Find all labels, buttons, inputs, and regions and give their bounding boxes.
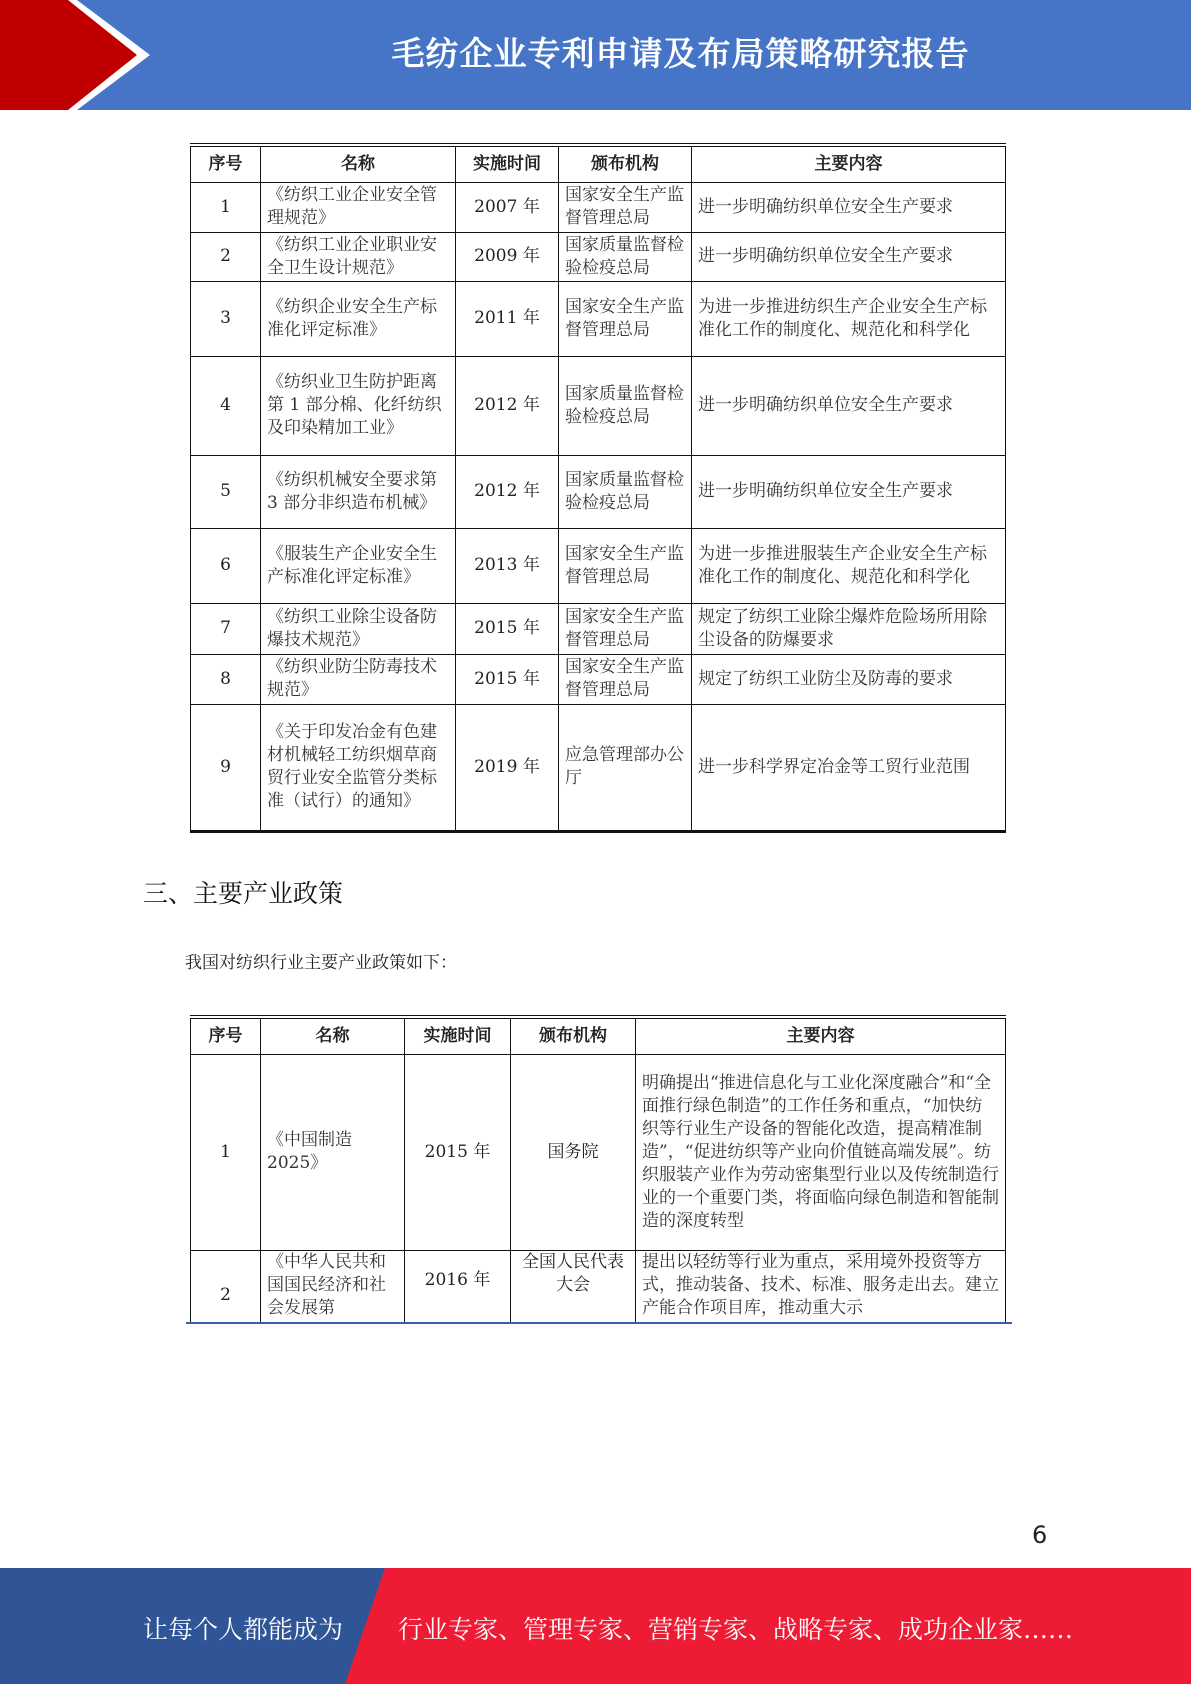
cell: 《中国制造 2025》 — [261, 1054, 405, 1250]
cell: 5 — [191, 455, 261, 528]
safety-standards-table — [190, 143, 1006, 833]
cell: 2009 年 — [456, 232, 559, 281]
red-arrow-decoration — [0, 0, 160, 110]
table-row — [191, 1054, 1006, 1250]
col-header: 名称 — [261, 145, 456, 182]
cell: 国家安全生产监督管理总局 — [559, 654, 692, 704]
cell: 2007 年 — [456, 182, 559, 232]
cell: 1 — [191, 182, 261, 232]
cell: 国家安全生产监督管理总局 — [559, 281, 692, 356]
cell: 国家质量监督检验检疫总局 — [559, 455, 692, 528]
cell: 规定了纺织工业除尘爆炸危险场所用除尘设备的防爆要求 — [692, 603, 1006, 654]
footer-slogan-left: 让每个人都能成为 — [143, 1615, 344, 1644]
cell: 3 — [191, 281, 261, 356]
cell: 1 — [191, 1054, 261, 1250]
cell: 2013 年 — [456, 528, 559, 603]
cell: 《关于印发冶金有色建材机械轻工纺织烟草商贸行业安全监管分类标准（试行）的通知》 — [261, 704, 456, 831]
col-header: 实施时间 — [405, 1017, 511, 1054]
section-heading: 三、主要产业政策 — [143, 879, 344, 908]
page-header — [0, 0, 1191, 110]
cell: 《中华人民共和国国民经济和社会发展第 — [261, 1250, 405, 1324]
cell: 《纺织机械安全要求第 3 部分非织造布机械》 — [261, 455, 456, 528]
cell: 9 — [191, 704, 261, 831]
table-row — [191, 528, 1006, 603]
footer-slogan-right: 行业专家、管理专家、营销专家、战略专家、成功企业家…… — [398, 1615, 1074, 1644]
table-row — [191, 281, 1006, 356]
col-header: 主要内容 — [692, 145, 1006, 182]
cell: 《纺织业防尘防毒技术规范》 — [261, 654, 456, 704]
cell: 《纺织工业企业职业安全卫生设计规范》 — [261, 232, 456, 281]
cell: 为进一步推进服装生产企业安全生产标准化工作的制度化、规范化和科学化 — [692, 528, 1006, 603]
table-row — [191, 704, 1006, 831]
cell: 国家安全生产监督管理总局 — [559, 182, 692, 232]
cell: 国家安全生产监督管理总局 — [559, 528, 692, 603]
table-row — [191, 654, 1006, 704]
page-footer — [0, 1568, 1191, 1684]
col-header: 主要内容 — [636, 1017, 1006, 1054]
cell: 2012 年 — [456, 356, 559, 455]
cell: 2012 年 — [456, 455, 559, 528]
table-row — [191, 182, 1006, 232]
col-header: 名称 — [261, 1017, 405, 1054]
table-row — [191, 455, 1006, 528]
cell: 国家质量监督检验检疫总局 — [559, 356, 692, 455]
cell: 国家安全生产监督管理总局 — [559, 603, 692, 654]
page-number: 6 — [1032, 1521, 1048, 1549]
table-header-row — [191, 145, 1006, 182]
table-row — [191, 356, 1006, 455]
cell: 8 — [191, 654, 261, 704]
industry-policy-table — [190, 1015, 1006, 1324]
document-title: 毛纺企业专利申请及布局策略研究报告 — [391, 34, 970, 73]
table-row — [191, 603, 1006, 654]
cell: 《纺织工业除尘设备防爆技术规范》 — [261, 603, 456, 654]
table-header-row — [191, 1017, 1006, 1054]
cell: 《纺织业卫生防护距离第 1 部分棉、化纤纺织及印染精加工业》 — [261, 356, 456, 455]
cell: 《纺织工业企业安全管理规范》 — [261, 182, 456, 232]
table-row — [191, 232, 1006, 281]
cell: 《服装生产企业安全生产标准化评定标准》 — [261, 528, 456, 603]
cell: 2 — [191, 232, 261, 281]
cell: 2015 年 — [405, 1054, 511, 1250]
cell: 2015 年 — [456, 603, 559, 654]
cell: 进一步明确纺织单位安全生产要求 — [692, 455, 1006, 528]
cell: 应急管理部办公厅 — [559, 704, 692, 831]
cell: 明确提出“推进信息化与工业化深度融合”和“全面推行绿色制造”的工作任务和重点，“加快纺织等行业生产设备的智能化改造，提高精准制造”，“促进纺织等产业向价值链高端发展”。纺织服装产业作为劳动密集型行业以及传统制造行业的一个重要门类，将面临向绿色制造和智能制造的深度转型 — [636, 1054, 1006, 1250]
cell: 进一步明确纺织单位安全生产要求 — [692, 182, 1006, 232]
cell: 4 — [191, 356, 261, 455]
cell: 2 — [191, 1250, 261, 1324]
col-header: 颁布机构 — [511, 1017, 636, 1054]
cell: 2011 年 — [456, 281, 559, 356]
cell: 国务院 — [511, 1054, 636, 1250]
cell: 6 — [191, 528, 261, 603]
cell: 《纺织企业安全生产标准化评定标准》 — [261, 281, 456, 356]
cell: 进一步科学界定冶金等工贸行业范围 — [692, 704, 1006, 831]
table-row — [191, 1250, 1006, 1324]
cell: 进一步明确纺织单位安全生产要求 — [692, 356, 1006, 455]
cell: 2019 年 — [456, 704, 559, 831]
cell: 全国人民代表大会 — [511, 1250, 636, 1324]
policy-table-container — [186, 1012, 1012, 1324]
section-intro: 我国对纺织行业主要产业政策如下： — [185, 953, 457, 973]
cell: 7 — [191, 603, 261, 654]
cell: 提出以轻纺等行业为重点，采用境外投资等方式，推动装备、技术、标准、服务走出去。建立产能合作项目库，推动重大示 — [636, 1250, 1006, 1324]
cell: 规定了纺织工业防尘及防毒的要求 — [692, 654, 1006, 704]
cell: 进一步明确纺织单位安全生产要求 — [692, 232, 1006, 281]
cell: 国家质量监督检验检疫总局 — [559, 232, 692, 281]
cell: 2015 年 — [456, 654, 559, 704]
cell: 2016 年 — [405, 1250, 511, 1324]
col-header: 序号 — [191, 145, 261, 182]
col-header: 实施时间 — [456, 145, 559, 182]
col-header: 颁布机构 — [559, 145, 692, 182]
col-header: 序号 — [191, 1017, 261, 1054]
cell: 为进一步推进纺织生产企业安全生产标准化工作的制度化、规范化和科学化 — [692, 281, 1006, 356]
